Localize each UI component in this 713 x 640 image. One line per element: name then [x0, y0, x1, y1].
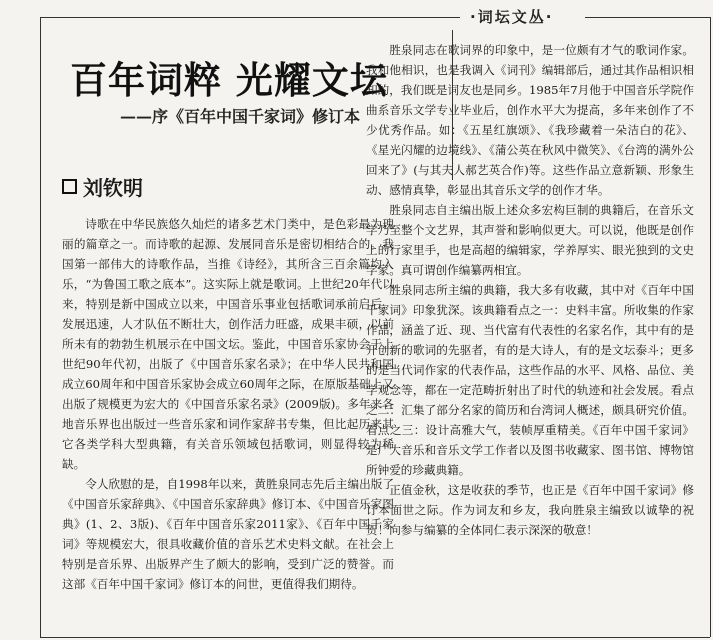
author-name: 刘钦明	[83, 176, 143, 200]
author-box-icon	[62, 179, 77, 194]
article-subtitle: ——序《百年中国千家词》修订本	[120, 107, 361, 126]
left-column	[62, 214, 394, 634]
top-rule-left	[40, 17, 460, 18]
left-rule	[40, 17, 41, 637]
paragraph: 令人欣慰的是，自1998年以来，黄胜泉同志先后主编出版了《中国音乐家辞典》、《中国音乐家辞典》修订本、《中国音乐家图典》(1、2、3版)、《百年中国音乐家2011家》、《百年中国千家词》等规模宏大，很具收藏价值的音乐艺术史料文献。在社会上特别是音乐界、出版界产生了颇大的影响，受到广泛的赞誉。而这部《百年中国千家词》修订本的问世，更值得我们期待。	[62, 477, 394, 591]
column-header: ·词坛文丛·	[470, 8, 554, 26]
paragraph: 诗歌在中华民族悠久灿烂的诸多艺术门类中，是色彩最为瑰丽的篇章之一。而诗歌的起源、发展同音乐是密切相结合的。我国第一部伟大的诗歌作品，当推《诗经》，其所含三百余篇均入乐，“为鲁国工歌之底本”。这实际上就是歌词。上世纪20年代以来，特别是新中国成立以来，中国音乐事业包括歌词承前启后，发展迅速，人才队伍不断壮大，创作活力旺盛，成果丰硕，以前所未有的勃勃生机展示在中国文坛。鉴此，中国音乐家协会于上世纪90年代初，出版了《中国音乐家名录》；在中华人民共和国成立60周年和中国音乐家协会成立60周年之际，在原版基础上又出版了规模更为宏大的《中国音乐家名录》(2009版)。多年来各地音乐界也出版过一些音乐家和词作家辞书专集，但比起历来其它各类学科大型典籍，有关音乐领域包括歌词，则显得较为稀缺。	[62, 217, 394, 471]
right-rule	[710, 17, 711, 637]
article-title: 百年词粹 光耀文坛	[70, 58, 388, 102]
right-column	[366, 40, 694, 636]
bottom-rule	[40, 637, 710, 638]
author-line	[62, 172, 143, 201]
top-rule-right	[585, 17, 710, 18]
paragraph: 正值金秋，这是收获的季节，也正是《百年中国千家词》修订本面世之际。作为词友和乡友，我向胜泉主编致以诚挚的祝贺！向参与编纂的全体同仁表示深深的敬意！	[366, 483, 694, 537]
paragraph: 胜泉同志在歌词界的印象中，是一位颇有才气的歌词作家。我和他相识，也是我调入《词刊》编辑部后，通过其作品相识相知的，我们既是词友也是同乡。1985年7月他于中国音乐学院作曲系音乐文学专业毕业后，创作水平大为提高，多年来创作了不少优秀作品。如：《五星红旗颂》、《我珍藏着一朵洁白的花》、《星光闪耀的边境线》、《蒲公英在秋风中微笑》、《台湾的满外公回来了》(与其夫人郝艺英合作)等。这些作品立意新颖、形象生动、感情真挚，彰显出其音乐文学的创作才华。	[366, 43, 694, 197]
paragraph: 胜泉同志自主编出版上述众多宏构巨制的典籍后，在音乐文学乃至整个文艺界，其声誉和影响似更大。可以说，他既是创作上的行家里手，也是高超的编辑家，学养厚实、眼光独到的文史学家。真可谓创作编纂两相宜。	[366, 203, 694, 277]
paragraph: 胜泉同志所主编的典籍，我大多有收藏，其中对《百年中国千家词》印象犹深。该典籍看点之一：史料丰富。所收集的作家作品，涵盖了近、现、当代富有代表性的名家名作，其中有的是开创新的歌词的先驱者，有的是大诗人，有的是文坛泰斗；更多的是当代词作家的代表作品，这些作品的水平、风格、品位、美学观念等，都在一定范畴折射出了时代的轨迹和社会发展。看点之二：汇集了部分名家的简历和台湾词人概述，颇具研究价值。看点之三：设计高雅大气，装帧厚重精美。《百年中国千家词》是广大音乐和音乐文学工作者以及图书收藏家、图书馆、博物馆所钟爱的珍藏典籍。	[366, 283, 694, 477]
